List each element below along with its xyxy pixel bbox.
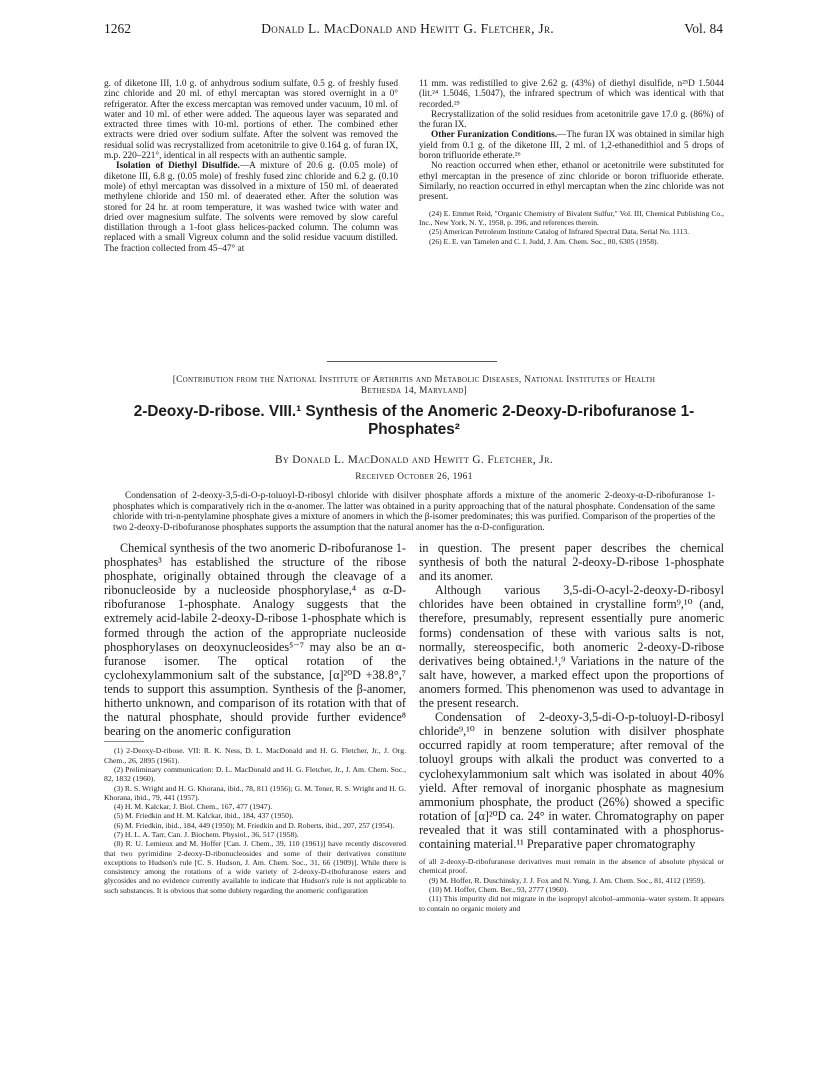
section-heading: Isolation of Diethyl Disulfide. [116, 161, 240, 172]
paragraph-body: —A mixture of 20.6 g. (0.05 mole) of diketone III, 6.8 g. (0.05 mole) of freshly fused zinc chloride and 6.2 g. (0.10 mole) of ethyl mercaptan was dissolved in a mixture of 150 ml. of deaerated methylene chloride and 150 ml. of deaerated ether. After the solution was stored for 24 hr. at room temperature, it was washed twice with water and dried over magnesium sulfate. The solvents were removed by slow careful distillation through a 1-foot glass helices-packed column. The column was replaced with a small Vigreux column and the solid residue vacuum distilled. The fraction collected from 45–47° at [104, 161, 398, 254]
footnote: (6) M. Friedkin, ibid., 184, 449 (1950); M. Friedkin and D. Roberts, ibid., 207, 257 (1954). [114, 820, 395, 830]
experimental-paragraph: 11 mm. was redistilled to give 2.62 g. (43%) of diethyl disulfide, n²⁵D 1.5044 (lit.²⁴ 1.5046, 1.5047), the infrared spectrum of which was identical with that recorded.²⁵ [419, 79, 724, 110]
running-header [104, 21, 723, 39]
footnote: (2) Preliminary communication: D. L. MacDonald and H. G. Fletcher, Jr., J. Am. Chem. Soc., 82, 1832 (1960). [104, 764, 406, 784]
experimental-paragraph: No reaction occurred when ether, ethanol or acetonitrile were substituted for ethyl mercaptan in the presence of zinc chloride or boron trifluoride etherate. Similarly, no reaction occurred in ethyl mercaptan when the zinc chloride was not present. [419, 161, 724, 203]
footnote: (26) E. E. van Tamelen and C. I. Judd, J. Am. Chem. Soc., 80, 6305 (1958). [429, 236, 659, 246]
experimental-paragraph: g. of diketone III, 1.0 g. of anhydrous sodium sulfate, 0.5 g. of freshly fused zinc chloride and 20 ml. of ethyl mercaptan was stored overnight in a 0° refrigerator. After the excess mercaptan was removed under vacuum, 10 ml. of water and 10 ml. of ether were added. The aqueous layer was separated and extracted three times with 10-ml. portions of ether. The combined ether extracts were dried over sodium sulfate. After the solvent was removed the residual solid was recrystallized from acetonitrile to give 0.164 g. of furan IX, m.p. 220–221°, identical in all respects with an authentic sample. [104, 79, 398, 162]
experimental-paragraph [104, 161, 398, 254]
footnotes [104, 746, 406, 895]
footnote: (24) E. Emmet Reid, "Organic Chemistry of Bivalent Sulfur," Vol. III, Chemical Publishing Co., Inc., New York, N. Y., 1958, p. 396, and references therein. [419, 208, 724, 227]
footnote: (7) H. L. A. Tarr, Can. J. Biochem. Physiol., 36, 517 (1958). [114, 829, 299, 839]
footnote-continuation: of all 2-deoxy-D-ribofuranose derivatives must remain in the absence of absolute physical or chemical proof. [419, 857, 724, 876]
received-date: Received October 26, 1961 [355, 472, 473, 482]
footnote: (8) R. U. Lemieux and M. Hoffer [Can. J. Chem., 39, 110 (1961)] have recently discovered that two pyrimidine 2-deoxy-D-ribonucleosides and some of their derivatives constitute exceptions to Hudson's rule [C. S. Hudson, J. Am. Chem. Soc., 31, 66 (1909)]. While there is consistency among the rotations of a wide variety of 2-deoxy-D-ribofuranose esters and glycosides and no evidence currently available to indicate that Hudson's rule is not applicable to such substances. It is obvious that some dubiety regarding the anomeric configuration [104, 839, 406, 895]
article-left-column [104, 541, 406, 895]
previous-article-right-column [419, 79, 724, 246]
contribution-line: Bethesda 14, Maryland] [360, 386, 468, 396]
title-line: Phosphates² [368, 420, 460, 438]
body-paragraph: Condensation of 2-deoxy-3,5-di-O-p-toluoyl-D-ribosyl chloride⁹,¹⁰ in benzene solution with disilver phosphate occurred rapidly at room temperature; after removal of the toluoyl groups with alkali the product was converted to a cyclohexylammonium salt which was isolated in about 40% yield. After removal of inorganic phosphate as magnesium ammonium phosphate, the product (26%) showed a specific rotation of [α]²⁰D ca. 24° in water. Chromatography on paper revealed that it was still contaminated with a phosphorus-containing material.¹¹ Preparative paper chromatography [419, 710, 724, 851]
footnote: (5) M. Friedkin and H. M. Kalckar, ibid., 184, 437 (1950). [114, 811, 294, 821]
footnote: (10) M. Hoffer, Chem. Ber., 93, 2777 (1960). [429, 884, 569, 894]
abstract: Condensation of 2-deoxy-3,5-di-O-p-toluoyl-D-ribosyl chloride with disilver phosphate affords a mixture of the anomeric 2-deoxy-α-D-ribofuranose 1-phosphates which is comparatively rich in the α-anomer. The latter was obtained in a purity approaching that of the natural phosphate. Condensation of the same chloride with tri-n-pentylamine phosphate gives a mixture of anomers in which the β-isomer predominates; this was purified. Comparison of the properties of the two 2-deoxy-D-ribofuranose phosphates supports the assumption that the natural anomer has the α-D-configuration. [113, 491, 715, 533]
contribution-line: [Contribution from the National Institute of Arthritis and Metabolic Diseases, National Institutes of Health [172, 375, 656, 385]
body-paragraph: Although various 3,5-di-O-acyl-2-deoxy-D-ribosyl chlorides have been obtained in crystalline form⁹,¹⁰ (and, therefore, presumably, represent essentially pure anomeric forms) condensation of these with various salts is not, normally, stereospecific, both anomeric 2-deoxy-D-ribose derivatives being obtained.¹,⁹ Variations in the nature of the salt have, however, a marked effect upon the proportions of anomers formed. This phenomenon was used to advantage in the present research. [419, 583, 724, 711]
running-head-authors: Donald L. MacDonald and Hewitt G. Fletcher, Jr. [261, 21, 554, 36]
experimental-paragraph: Recrystallization of the solid residues from acetonitrile gave 17.0 g. (86%) of the furan IX. [419, 109, 724, 131]
section-heading: Other Furanization Conditions. [431, 130, 558, 141]
title-line: 2-Deoxy-D-ribose. VIII.¹ Synthesis of the Anomeric 2-Deoxy-D-ribofuranose 1- [133, 403, 695, 420]
footnote: (9) M. Hoffer, R. Duschinsky, J. J. Fox and N. Yung, J. Am. Chem. Soc., 81, 4112 (1959). [429, 875, 706, 885]
footnote: (3) R. S. Wright and H. G. Khorana, ibid., 78, 811 (1956); G. M. Tener, R. S. Wright and H. G. Khorana, ibid., 79, 441 (1957). [104, 783, 406, 802]
byline: By Donald L. MacDonald and Hewitt G. Fletcher, Jr. [274, 454, 554, 466]
footnote-rule [104, 741, 144, 742]
footnote: (1) 2-Deoxy-D-ribose. VII: R. K. Ness, D. L. MacDonald and H. G. Fletcher, Jr., J. Org. Chem., 26, 2895 (1961). [104, 746, 406, 765]
paragraph-body: —The furan IX was obtained in similar high yield from 0.1 g. of the diketone III, 2 ml. of 1,2-ethanedithiol and 5 drops of boron trifluoride etherate.²⁶ [419, 130, 724, 162]
footnote: (25) American Petroleum Institute Catalog of Infrared Spectral Data, Serial No. 1113. [429, 227, 690, 237]
section-divider [327, 361, 497, 362]
volume-number: Vol. 84 [684, 21, 723, 36]
article-title [104, 403, 724, 438]
footnote: (4) H. M. Kalckar, J. Biol. Chem., 167, 477 (1947). [114, 802, 273, 812]
previous-article-left-column [104, 79, 398, 254]
article-right-column [419, 541, 724, 913]
experimental-paragraph [419, 130, 724, 161]
footnotes [419, 857, 724, 913]
contribution-note [114, 375, 714, 397]
footnotes [419, 209, 724, 246]
footnote: (11) This impurity did not migrate in the isopropyl alcohol–ammonia–water system. It appears to contain no organic moiety and [419, 894, 724, 913]
page-number: 1262 [104, 21, 131, 36]
body-paragraph: in question. The present paper describes the chemical synthesis of both the natural 2-deoxy-D-ribose 1-phosphate and its anomer. [419, 541, 724, 584]
body-paragraph: Chemical synthesis of the two anomeric D-ribofuranose 1-phosphates³ has established the structure of the ribose phosphate, originally obtained through the cleavage of a ribonucleoside by a nucleoside phosphorylase,⁴ as α-D-ribofuranose 1-phosphate. Analogy suggests that the extremely acid-labile 2-deoxy-D-ribose 1-phosphate which is formed through the action of the appropriate nucleoside phosphorylases on deoxynucleosides⁵⁻⁷ may also be an α-furanose isomer. The optical rotation of the cyclohexylammonium salt of the substance, [α]²⁰D +38.8°,⁷ tends to support this assumption. Synthesis of the β-anomer, hitherto unknown, and comparison of its rotation with that of the natural phosphate, should provide further evidence⁸ bearing on the anomeric configuration [104, 541, 406, 739]
